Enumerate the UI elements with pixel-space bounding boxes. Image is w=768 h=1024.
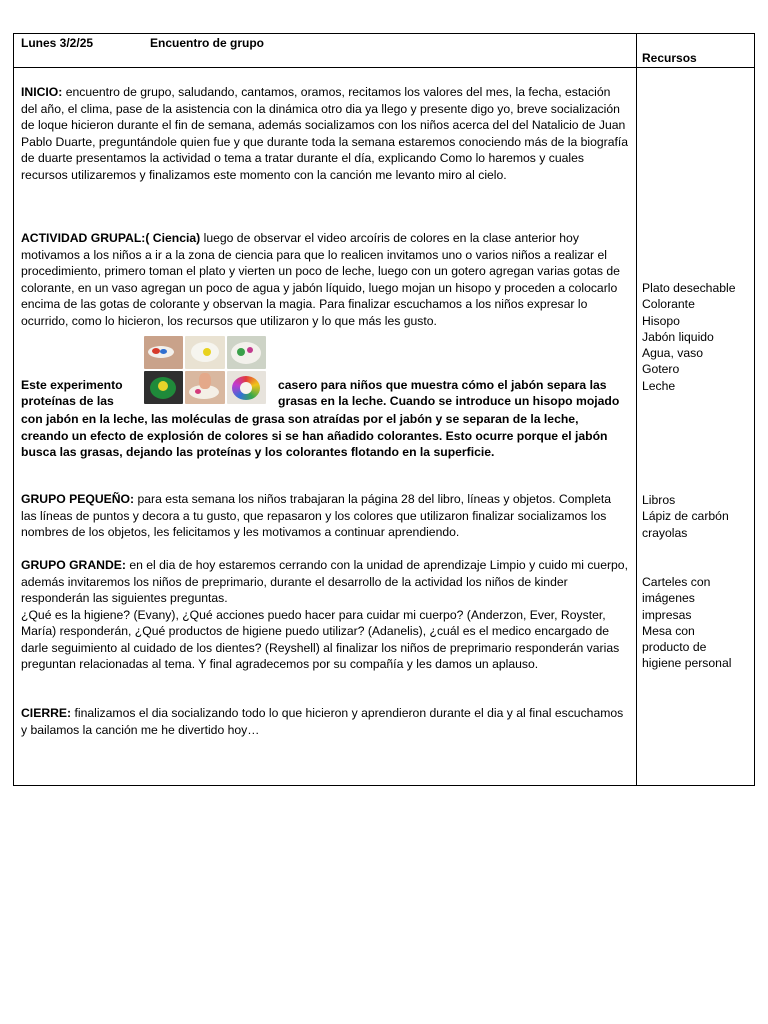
lesson-plan-table bbox=[13, 33, 755, 786]
experiment-text-line2b: grasas en la leche. Cuando se introduce un hisopo mojado bbox=[278, 394, 620, 408]
grupo-grande-text: en el dia de hoy estaremos cerrando con la unidad de aprendizaje Limpio y cuido mi cuerpo, además invitaremos los niños de preprimario, durante el desarrollo de la actividad los niños de kinder responderán las siguientes preguntas. bbox=[21, 558, 628, 605]
resource-item: Carteles con bbox=[642, 575, 711, 589]
resource-item: Hisopo bbox=[642, 313, 680, 328]
experiment-photo bbox=[185, 336, 224, 369]
column-divider bbox=[636, 34, 637, 785]
grupo-pequeno-text: para esta semana los niños trabajaran la página 28 del libro, líneas y objetos. Completa las líneas de puntos y decora a tu gusto, que repasaron y los colores que utilizaron finalizar socializamos los nombres de los objetos, les felicitamos y les motivamos a continuar aprendiendo. bbox=[21, 492, 612, 539]
resource-item: Plato desechable bbox=[642, 281, 736, 295]
resources-grupo-pequeno bbox=[642, 492, 752, 541]
resource-item: producto de bbox=[642, 640, 707, 655]
grupo-grande-questions: ¿Qué es la higiene? (Evany), ¿Qué acciones puedo hacer para cuidar mi cuerpo? (Anderzon, Ever, Royster, María) responderán, ¿Qué productos de higiene puedo utilizar? (Adanelis), ¿cuál es el medico encargado de darle seguimiento al cuidado de los dientes? (Reyshell) al finalizar los niños de preprimario responderán varias preguntan relacionadas al tema. Y final agradecemos por su compañía y les damos un aplauso. bbox=[21, 607, 620, 671]
resources-heading: Recursos bbox=[642, 51, 697, 65]
section-grupo-pequeno bbox=[21, 491, 629, 541]
resource-item: Lápiz de carbón bbox=[642, 509, 729, 524]
experiment-photo bbox=[227, 336, 266, 369]
resource-item: higiene personal bbox=[642, 656, 732, 671]
plan-date: Lunes 3/2/25 bbox=[21, 36, 94, 50]
resource-item: Gotero bbox=[642, 362, 680, 377]
resource-item: Leche bbox=[642, 378, 676, 393]
resources-actividad bbox=[642, 280, 752, 394]
experiment-text-line2: proteínas de las bbox=[21, 394, 114, 408]
cierre-text: finalizamos el dia socializando todo lo que hicieron y aprendieron durante el dia y al final escuchamos y bailamos la canción me he divertido hoy… bbox=[21, 706, 624, 737]
section-cierre bbox=[21, 705, 629, 738]
resource-item: Jabón liquido bbox=[642, 329, 714, 344]
experiment-text-line1: Este experimento bbox=[21, 378, 123, 392]
resource-item: imágenes bbox=[642, 591, 695, 606]
experiment-photo bbox=[185, 371, 224, 404]
experiment-photo bbox=[144, 371, 183, 404]
plan-title: Encuentro de grupo bbox=[150, 36, 264, 50]
resource-item: Mesa con bbox=[642, 623, 695, 638]
resource-item: Libros bbox=[642, 493, 676, 507]
cierre-label: CIERRE: bbox=[21, 706, 72, 720]
experiment-photo bbox=[144, 336, 183, 369]
header-divider bbox=[14, 67, 754, 68]
grupo-pequeno-label: GRUPO PEQUEÑO: bbox=[21, 492, 135, 506]
resources-grupo-grande bbox=[642, 574, 752, 672]
resource-item: crayolas bbox=[642, 525, 688, 540]
inicio-label: INICIO: bbox=[21, 85, 63, 99]
experiment-photo bbox=[227, 371, 266, 404]
actividad-text: luego de observar el video arcoíris de colores en la clase anterior hoy motivamos a los niños a ir a la zona de ciencia para que lo realicen invitamos uno o varios niños a realizar el procedimiento, primero toman el plato y vierten un poco de leche, luego con un gotero agregan varias gotas de colorante, en un vaso agregan un poco de agua y jabón líquido, luego mojan un hisopo y proceden a colocarlo encima de las gotas de colorante y observan la magia. Para finalizar escuchamos a los niños expresar lo ocurrido, como lo hicieron, los recursos que utilizaron y lo que más les gusto. bbox=[21, 231, 620, 328]
experiment-text-line1b: casero para niños que muestra cómo el jabón separa las bbox=[278, 378, 607, 392]
experiment-text-rest: con jabón en la leche, las moléculas de grasa son atraídas por el jabón y se separan de la leche, creando un efecto de explosión de colores si se han añadido colorantes. Esto ocurre porque el jabón busca las grasas, dejando las proteínas y los colorantes flotando en la superficie. bbox=[21, 412, 608, 459]
grupo-grande-label: GRUPO GRANDE: bbox=[21, 558, 126, 572]
experiment-photo-collage bbox=[144, 336, 266, 404]
inicio-text: encuentro de grupo, saludando, cantamos, oramos, recitamos los valores del mes, la fecha, estación del año, el clima, pase de la asistencia con la dinámica otro dia ya llego y presente digo yo, breve socialización de loque hicieron durante el fin de semana, además socializamos con los niños acerca del del Natalicio de Juan Pablo Duarte, preguntándole quien fue y que durante toda la semana estaremos conociendo más de la biografía de duarte presentamos la actividad o tema a tratar durante el día, explicando Como lo haremos y cuales recursos utilizaremos y finalizamos este momento con la canción me levanto miro al cielo. bbox=[21, 85, 629, 182]
resource-item: Agua, vaso bbox=[642, 346, 703, 361]
actividad-label: ACTIVIDAD GRUPAL:( Ciencia) bbox=[21, 231, 201, 245]
section-grupo-grande bbox=[21, 557, 629, 673]
section-actividad-grupal bbox=[21, 230, 629, 329]
resource-item: impresas bbox=[642, 607, 692, 622]
section-inicio bbox=[21, 84, 629, 183]
resource-item: Colorante bbox=[642, 297, 695, 312]
